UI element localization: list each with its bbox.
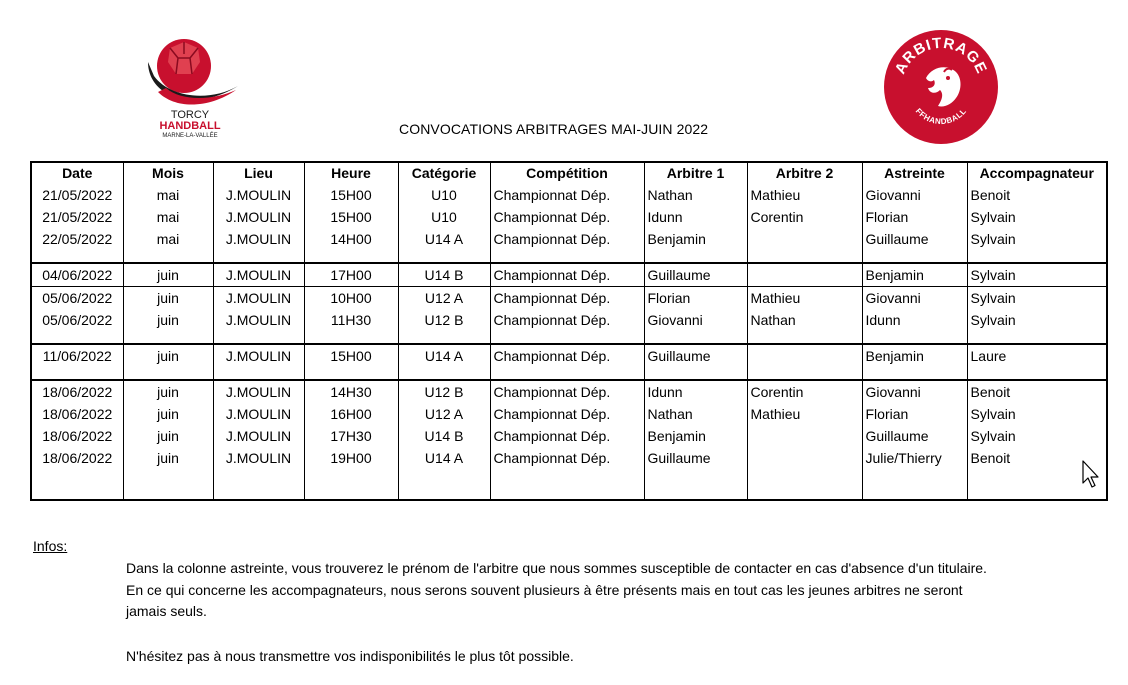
column-header: Compétition bbox=[490, 162, 644, 184]
referee2-cell bbox=[747, 263, 862, 287]
standby-cell: Giovanni bbox=[862, 184, 967, 206]
info-line: N'hésitez pas à nous transmettre vos indisponibilités le plus tôt possible. bbox=[126, 648, 574, 664]
table-row bbox=[31, 309, 1107, 331]
time-cell: 15H00 bbox=[304, 344, 398, 367]
torcy-handball-logo bbox=[140, 32, 240, 140]
competition-cell: Championnat Dép. bbox=[490, 228, 644, 250]
info-line: En ce qui concerne les accompagnateurs, nous serons souvent plusieurs à être présents mais en tout cas les jeunes arbitres ne seront bbox=[126, 582, 963, 598]
month-cell: juin bbox=[123, 263, 213, 287]
time-cell: 14H00 bbox=[304, 228, 398, 250]
escort-cell: Sylvain bbox=[967, 206, 1107, 228]
date-cell: 04/06/2022 bbox=[31, 263, 123, 287]
month-cell: juin bbox=[123, 309, 213, 331]
competition-cell: Championnat Dép. bbox=[490, 263, 644, 287]
date-cell: 05/06/2022 bbox=[31, 309, 123, 331]
table-row bbox=[31, 184, 1107, 206]
column-header: Catégorie bbox=[398, 162, 490, 184]
referee1-cell: Nathan bbox=[644, 403, 747, 425]
logo-right-top-text: ARBITRAGE bbox=[891, 34, 991, 77]
table-row bbox=[31, 380, 1107, 403]
referee2-cell bbox=[747, 228, 862, 250]
date-cell: 18/06/2022 bbox=[31, 447, 123, 469]
standby-cell: Benjamin bbox=[862, 263, 967, 287]
table-row bbox=[31, 287, 1107, 310]
standby-cell: Florian bbox=[862, 206, 967, 228]
info-line: Dans la colonne astreinte, vous trouverez le prénom de l'arbitre que nous sommes susceptible de contacter en cas d'absence d'un titulaire. bbox=[126, 560, 987, 576]
table-row bbox=[31, 344, 1107, 367]
column-header: Arbitre 1 bbox=[644, 162, 747, 184]
competition-cell: Championnat Dép. bbox=[490, 309, 644, 331]
venue-cell: J.MOULIN bbox=[213, 309, 304, 331]
referee2-cell: Mathieu bbox=[747, 184, 862, 206]
time-cell: 15H00 bbox=[304, 184, 398, 206]
month-cell: mai bbox=[123, 228, 213, 250]
month-cell: mai bbox=[123, 206, 213, 228]
venue-cell: J.MOULIN bbox=[213, 344, 304, 367]
referee1-cell: Benjamin bbox=[644, 425, 747, 447]
escort-cell: Sylvain bbox=[967, 425, 1107, 447]
competition-cell: Championnat Dép. bbox=[490, 403, 644, 425]
category-cell: U14 A bbox=[398, 344, 490, 367]
category-cell: U12 A bbox=[398, 287, 490, 310]
column-header: Lieu bbox=[213, 162, 304, 184]
venue-cell: J.MOULIN bbox=[213, 380, 304, 403]
referee2-cell: Mathieu bbox=[747, 287, 862, 310]
standby-cell: Guillaume bbox=[862, 228, 967, 250]
time-cell: 14H30 bbox=[304, 380, 398, 403]
competition-cell: Championnat Dép. bbox=[490, 425, 644, 447]
venue-cell: J.MOULIN bbox=[213, 287, 304, 310]
referee2-cell bbox=[747, 425, 862, 447]
column-header: Arbitre 2 bbox=[747, 162, 862, 184]
referee1-cell: Idunn bbox=[644, 206, 747, 228]
category-cell: U12 A bbox=[398, 403, 490, 425]
time-cell: 10H00 bbox=[304, 287, 398, 310]
date-cell: 21/05/2022 bbox=[31, 184, 123, 206]
column-header: Heure bbox=[304, 162, 398, 184]
referee1-cell: Florian bbox=[644, 287, 747, 310]
referee-schedule-table bbox=[30, 161, 1108, 501]
month-cell: mai bbox=[123, 184, 213, 206]
time-cell: 15H00 bbox=[304, 206, 398, 228]
referee2-cell: Corentin bbox=[747, 380, 862, 403]
standby-cell: Florian bbox=[862, 403, 967, 425]
date-cell: 18/06/2022 bbox=[31, 425, 123, 447]
logo-left-line2: HANDBALL bbox=[159, 120, 221, 132]
table-header-row bbox=[31, 162, 1107, 184]
month-cell: juin bbox=[123, 344, 213, 367]
referee1-cell: Guillaume bbox=[644, 447, 747, 469]
spacer-row bbox=[31, 367, 1107, 380]
referee2-cell: Corentin bbox=[747, 206, 862, 228]
competition-cell: Championnat Dép. bbox=[490, 447, 644, 469]
standby-cell: Benjamin bbox=[862, 344, 967, 367]
date-cell: 22/05/2022 bbox=[31, 228, 123, 250]
referee1-cell: Benjamin bbox=[644, 228, 747, 250]
infos-label: Infos: bbox=[33, 538, 68, 554]
standby-cell: Idunn bbox=[862, 309, 967, 331]
table-row bbox=[31, 206, 1107, 228]
table-row bbox=[31, 425, 1107, 447]
info-line: jamais seuls. bbox=[126, 603, 207, 619]
escort-cell: Laure bbox=[967, 344, 1107, 367]
standby-cell: Julie/Thierry bbox=[862, 447, 967, 469]
category-cell: U14 B bbox=[398, 263, 490, 287]
logo-right-bottom-text: FFHANDBALL bbox=[913, 106, 969, 127]
referee2-cell: Mathieu bbox=[747, 403, 862, 425]
time-cell: 16H00 bbox=[304, 403, 398, 425]
ffhandball-arbitrage-logo bbox=[882, 28, 1000, 146]
date-cell: 05/06/2022 bbox=[31, 287, 123, 310]
logo-left-line3: MARNE-LA-VALLÉE bbox=[162, 133, 218, 139]
referee1-cell: Giovanni bbox=[644, 309, 747, 331]
category-cell: U12 B bbox=[398, 309, 490, 331]
month-cell: juin bbox=[123, 425, 213, 447]
escort-cell: Benoit bbox=[967, 184, 1107, 206]
category-cell: U14 A bbox=[398, 228, 490, 250]
category-cell: U14 A bbox=[398, 447, 490, 469]
competition-cell: Championnat Dép. bbox=[490, 287, 644, 310]
date-cell: 11/06/2022 bbox=[31, 344, 123, 367]
venue-cell: J.MOULIN bbox=[213, 403, 304, 425]
month-cell: juin bbox=[123, 403, 213, 425]
category-cell: U14 B bbox=[398, 425, 490, 447]
spacer-row bbox=[31, 331, 1107, 344]
date-cell: 21/05/2022 bbox=[31, 206, 123, 228]
month-cell: juin bbox=[123, 287, 213, 310]
escort-cell: Sylvain bbox=[967, 403, 1107, 425]
standby-cell: Guillaume bbox=[862, 425, 967, 447]
venue-cell: J.MOULIN bbox=[213, 184, 304, 206]
column-header: Accompagnateur bbox=[967, 162, 1107, 184]
referee1-cell: Idunn bbox=[644, 380, 747, 403]
venue-cell: J.MOULIN bbox=[213, 425, 304, 447]
competition-cell: Championnat Dép. bbox=[490, 344, 644, 367]
table-row bbox=[31, 403, 1107, 425]
table-row bbox=[31, 263, 1107, 287]
column-header: Mois bbox=[123, 162, 213, 184]
referee2-cell: Nathan bbox=[747, 309, 862, 331]
time-cell: 19H00 bbox=[304, 447, 398, 469]
escort-cell: Benoit bbox=[967, 380, 1107, 403]
referee2-cell bbox=[747, 344, 862, 367]
spacer-row bbox=[31, 250, 1107, 263]
standby-cell: Giovanni bbox=[862, 380, 967, 403]
competition-cell: Championnat Dép. bbox=[490, 206, 644, 228]
category-cell: U10 bbox=[398, 206, 490, 228]
date-cell: 18/06/2022 bbox=[31, 403, 123, 425]
category-cell: U10 bbox=[398, 184, 490, 206]
venue-cell: J.MOULIN bbox=[213, 263, 304, 287]
page-title: CONVOCATIONS ARBITRAGES MAI-JUIN 2022 bbox=[399, 121, 709, 137]
standby-cell: Giovanni bbox=[862, 287, 967, 310]
referee1-cell: Guillaume bbox=[644, 263, 747, 287]
table-row bbox=[31, 447, 1107, 469]
referee2-cell bbox=[747, 447, 862, 469]
referee1-cell: Nathan bbox=[644, 184, 747, 206]
mouse-pointer-icon bbox=[1081, 459, 1103, 489]
escort-cell: Sylvain bbox=[967, 287, 1107, 310]
time-cell: 17H00 bbox=[304, 263, 398, 287]
escort-cell: Benoit bbox=[967, 447, 1107, 469]
competition-cell: Championnat Dép. bbox=[490, 380, 644, 403]
escort-cell: Sylvain bbox=[967, 263, 1107, 287]
category-cell: U12 B bbox=[398, 380, 490, 403]
time-cell: 17H30 bbox=[304, 425, 398, 447]
venue-cell: J.MOULIN bbox=[213, 206, 304, 228]
date-cell: 18/06/2022 bbox=[31, 380, 123, 403]
month-cell: juin bbox=[123, 380, 213, 403]
venue-cell: J.MOULIN bbox=[213, 447, 304, 469]
table-row bbox=[31, 228, 1107, 250]
escort-cell: Sylvain bbox=[967, 309, 1107, 331]
spacer-row bbox=[31, 469, 1107, 500]
column-header: Astreinte bbox=[862, 162, 967, 184]
referee1-cell: Guillaume bbox=[644, 344, 747, 367]
column-header: Date bbox=[31, 162, 123, 184]
logo-left-line1: TORCY bbox=[170, 109, 210, 121]
venue-cell: J.MOULIN bbox=[213, 228, 304, 250]
escort-cell: Sylvain bbox=[967, 228, 1107, 250]
time-cell: 11H30 bbox=[304, 309, 398, 331]
month-cell: juin bbox=[123, 447, 213, 469]
competition-cell: Championnat Dép. bbox=[490, 184, 644, 206]
